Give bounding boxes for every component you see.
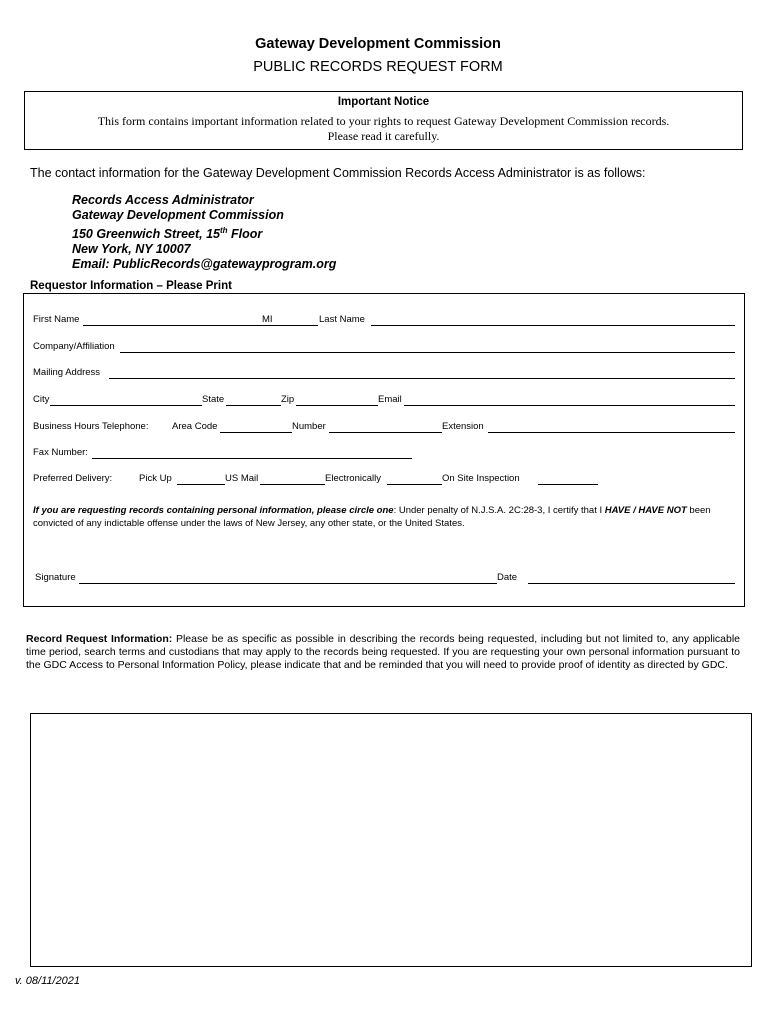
certify-choice[interactable]: HAVE / HAVE NOT xyxy=(604,505,687,516)
pickup-field[interactable] xyxy=(177,484,225,485)
contact-street xyxy=(72,223,336,242)
mi-field[interactable] xyxy=(274,325,318,326)
record-request-text: Please be as specific as possible in describing the records being requested, including but not limited to, any applicable time period, search terms and custodians that may apply to the records being requested. If you are requesting your own personal information pursuant to the GDC Access to Personal Information Policy, please indicate that and be reminded that you will need to provide proof of identity as directed by GDC. xyxy=(26,633,740,671)
email-field[interactable] xyxy=(404,405,735,406)
contact-intro: The contact information for the Gateway Development Commission Records Access Administrator is as follows: xyxy=(30,166,646,180)
onsite-field[interactable] xyxy=(538,484,598,485)
mi-label: MI xyxy=(262,314,273,325)
date-field[interactable] xyxy=(528,583,735,584)
record-request-textarea[interactable] xyxy=(30,713,752,967)
extension-label: Extension xyxy=(442,421,484,432)
certify-prompt: If you are requesting records containing personal information, please circle one xyxy=(33,505,394,516)
first-name-field[interactable] xyxy=(83,325,295,326)
company-field[interactable] xyxy=(120,352,735,353)
street-superscript: th xyxy=(220,226,228,235)
certification-text xyxy=(33,505,735,530)
record-request-paragraph xyxy=(26,633,740,672)
delivery-label: Preferred Delivery: xyxy=(33,473,113,484)
area-code-field[interactable] xyxy=(220,432,292,433)
usmail-field[interactable] xyxy=(260,484,325,485)
mailing-label: Mailing Address xyxy=(33,367,101,378)
area-code-label: Area Code xyxy=(172,421,218,432)
electronic-field[interactable] xyxy=(387,484,442,485)
onsite-label: On Site Inspection xyxy=(442,473,520,484)
electronic-label: Electronically xyxy=(325,473,381,484)
contact-address xyxy=(72,193,336,272)
contact-email: Email: PublicRecords@gatewayprogram.org xyxy=(72,257,337,272)
email-label: Email xyxy=(378,394,402,405)
pickup-label: Pick Up xyxy=(139,473,172,484)
usmail-label: US Mail xyxy=(225,473,259,484)
phone-label: Business Hours Telephone: xyxy=(33,421,149,432)
record-request-heading: Record Request Information: xyxy=(26,633,173,645)
zip-label: Zip xyxy=(281,394,295,405)
street-text: 150 Greenwich Street, 15 xyxy=(72,227,220,242)
important-notice-box xyxy=(24,91,743,150)
extension-field[interactable] xyxy=(488,432,735,433)
street-floor: Floor xyxy=(227,227,263,242)
requestor-heading: Requestor Information – Please Print xyxy=(30,280,232,292)
mailing-field[interactable] xyxy=(109,378,735,379)
city-label: City xyxy=(33,394,50,405)
contact-org: Gateway Development Commission xyxy=(72,208,284,222)
zip-field[interactable] xyxy=(296,405,378,406)
number-label: Number xyxy=(292,421,326,432)
notice-line-2: Please read it carefully. xyxy=(327,129,440,143)
notice-heading: Important Notice xyxy=(337,96,430,108)
form-title: PUBLIC RECORDS REQUEST FORM xyxy=(253,59,503,75)
version-label: v. 08/11/2021 xyxy=(15,975,81,987)
contact-name: Records Access Administrator xyxy=(72,193,254,207)
signature-field[interactable] xyxy=(79,583,497,584)
first-name-label: First Name xyxy=(33,314,80,325)
form-org-title: Gateway Development Commission xyxy=(255,36,501,52)
notice-line-1: This form contains important information related to your rights to request Gateway Development Commission records. xyxy=(97,114,670,128)
city-field[interactable] xyxy=(50,405,202,406)
last-name-field[interactable] xyxy=(371,325,735,326)
certify-tail: been convicted of any indictable offense under the laws of New Jersey, any other state, or the United States. xyxy=(33,505,711,529)
contact-city: New York, NY 10007 xyxy=(72,242,191,257)
notice-text xyxy=(25,114,742,144)
signature-label: Signature xyxy=(35,572,76,583)
company-label: Company/Affiliation xyxy=(33,341,115,352)
requestor-info-box xyxy=(23,293,745,607)
certify-statement: : Under penalty of N.J.S.A. 2C:28-3, I certify that I xyxy=(393,505,605,516)
fax-field[interactable] xyxy=(92,458,412,459)
last-name-label: Last Name xyxy=(319,314,365,325)
state-field[interactable] xyxy=(226,405,281,406)
number-field[interactable] xyxy=(329,432,442,433)
state-label: State xyxy=(202,394,225,405)
date-label: Date xyxy=(497,572,518,583)
fax-label: Fax Number: xyxy=(33,447,88,458)
